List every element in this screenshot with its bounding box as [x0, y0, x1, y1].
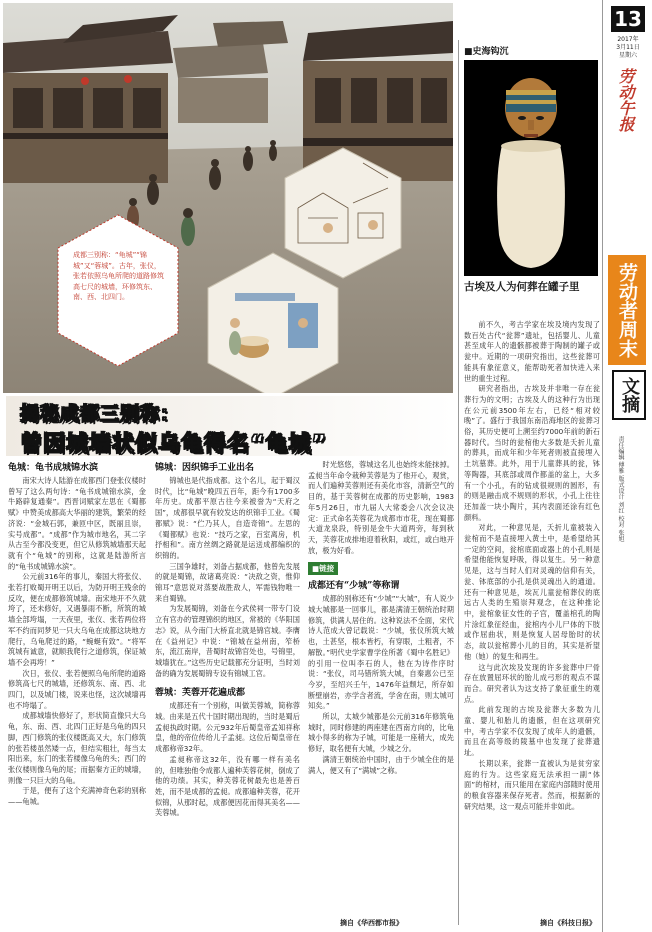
paragraph: 成都还有一个别称，叫做芙蓉城，简称蓉城。由来是五代十国时期出现的，当时是蜀后孟昶执政时期。公元932年后蜀皇帝孟知祥称皇，他的帝位传给儿子孟昶。这位后蜀皇帝在成都称帝32年。: [155, 701, 300, 754]
paragraph: 成都的别称还有“少城”“大城”，有人说少城大城都是一回事儿，都是满清王朝统治时期修筑，供满人居住的。这种说法不全面，宋代诗人范成大曾记载说：“少城，张仪所筑大城也，土甚坚，根本皆朽，有穿眼，土粗者，不解散。”明代史学家曹学佺所著《蜀中名胜记》的引用一位叫李石的人，他在为诗作序时说：“张仪，司马错所筑大城，自秦惠公已至今岁，至绍兴壬午，1476年益颓圮，所存如断壁崩岩，亦学含者流，学舍在南，则太城可知矣。”: [308, 594, 454, 711]
headline-block: [6, 396, 454, 456]
masthead-logo: 劳动午报: [616, 68, 635, 132]
side-article-source: 摘自《科技日报》: [540, 919, 596, 927]
section-heading-jincheng: 锦城：因织锦手工业出名: [155, 463, 255, 473]
hero-illustration: [3, 3, 453, 393]
headline-main: 曾因城墙状似乌龟得名“龟城”: [20, 432, 327, 457]
date-year: 2017年: [617, 36, 639, 43]
date-day: 3月11日: [616, 44, 640, 51]
headline-kicker: 揭秘成都三别称：: [20, 403, 181, 425]
paragraph: 为发展蜀锦，刘备在今武侯祠一带专门设立有官办的管理锦织的地区，常被的《华阳国志》说，从今南门大桥直北就是锦官城。李膺在《益州记》中说：“锦城在益州南，笮桥东，流江南岸，昔蜀时故锦官处也，号锦里，城墙犹在。”这些历史记载都充分证明，当时刘备的确为发展蜀锦专设有锦城工官。: [155, 604, 300, 678]
main-article-source: 摘自《华西都市报》: [340, 919, 403, 927]
paragraph: 南宋大诗人陆游在成都西门登张仪楼时曾写了这么两句诗：“龟书成城锦水滨，金牛路辟复通秦”。西晋词赋家左思在《蜀都赋》中赞美成都高大华丽的建筑，繁荣的经济说：“金城石郭，兼匝中区，既丽且崇，实号成都”。“成都”作为城市地名，其二字从古至今都没变更，但它从修筑城墙那天起就有个“龟城”的别称，这就是陆游所言的“龟书成城锦水滨”。: [8, 476, 146, 571]
paragraph: 次日，张仪、张若便照乌龟所爬的道路修筑高七尺的城墙，还修筑东、南、西、北四门，以及城门楼，说来也怪，这次城墙再也不垮塌了。: [8, 668, 146, 710]
canopic-jar-photo: [464, 60, 598, 276]
section-body-rongcheng: [155, 701, 300, 819]
editor-credits: 责任编辑 傅雅 版式设计 刘红 校对 张旭: [617, 436, 624, 542]
page-number: 13: [611, 6, 645, 32]
old-chengdu-street-scene: [3, 3, 453, 393]
paragraph: 所以，太城少城都是公元前316年修筑龟城时，同时修建的两座建在西南方向的，比龟城小得多的称为子城，可能是一座稍大，成先修好，取名便有大城，少城之分。: [308, 712, 454, 754]
main-col-2: [155, 460, 300, 920]
section-body-guicheng: [8, 476, 146, 808]
link-tag: [308, 562, 338, 575]
issue-date: [606, 36, 650, 60]
paragraph: 时光悠悠，蓉城这名儿也始终未能抹掉。孟昶当年命令栽种芙蓉是为了他开心，观赏，而人们遍种芙蓉则还有美化市容，清新空气的目的，基于芙蓉树在成都的历史影响，1983年5月26日，市九届人大常委会八次会议决定：正式命名芙蓉花为成都市市花，现在蜀都大道龙泉段，特别是金牛大道两旁，每到秋天，芙蓉花成排地迎着秋阳，或红，或白地开放，极为好看。: [308, 460, 454, 555]
section-heading-shaocheng: 成都还有“少城”等称谓: [308, 581, 400, 592]
paragraph: 此前发现的古埃及瓮葬大多数为儿童、婴儿和胎儿的遗骸，但在这项研究中，考古学家不仅发现了成年人的遗骸，而且在高等级的陵墓中也发现了瓮葬遗址。: [464, 705, 600, 758]
section-heading-rongcheng: 蓉城：芙蓉开花遍成都: [155, 688, 246, 699]
paragraph: 三国争雄时，刘备占据成都，他曾先发展的就是蜀锦，故诸葛亮说：“决敌之资，惟仰锦耳”意思说对蒸要战胜敌人，军需钱物唯一来自蜀锦。: [155, 561, 300, 603]
main-col-3: [308, 460, 454, 922]
paragraph: 前不久，考古学家在埃及境内发现了数百处古代“瓮葬”遗址，包括婴儿、儿童甚至成年人的遗骸都被葬于陶制的罐子或瓮中。近期的一项研究指出，这些瓮葬可能具有象征意义，能帮助死者加快进入来世的重生过程。: [464, 320, 600, 383]
column-divider: [458, 40, 459, 925]
side-article-body: [464, 320, 600, 912]
link-tag-label: 链接: [319, 564, 335, 574]
section-name: 文摘: [612, 370, 646, 420]
section-heading-guicheng: 龟城：龟书成城锦水滨: [8, 463, 99, 473]
paragraph: 满清王朝统治中国时，由于少城全住的是满人，便又有了“满城”之称。: [308, 754, 454, 775]
column-name: 劳动者周末: [608, 255, 646, 365]
column-divider: [602, 0, 603, 932]
side-headline: 古埃及人为何葬在罐子里: [464, 281, 580, 293]
paragraph: 于是，便有了这个充满神奇色彩的别称——龟城。: [8, 786, 146, 807]
section-body-jincheng: [155, 476, 300, 679]
link-tag-icon: ■: [312, 564, 320, 574]
paragraph: 这与此次埃及发现的许多瓮葬中尸骨存在放置屈环状的胎儿成弓形的观点不谋而合。研究者认为这支持了象征重生的观点。: [464, 662, 600, 704]
side-column-label: ■史海钩沉: [464, 47, 509, 57]
hero-caption: 成都三别称：“龟城”“锦城”又“蓉城”。古年，张仪，张若依照乌龟所爬的道路修筑高七尺的城墙，环修筑东、南、西、北四门。: [73, 251, 164, 301]
date-weekday: 星期六: [618, 52, 637, 59]
paragraph: 锦城也是代指成都。这个名儿，起于蜀汉时代，比“龟城”晚四五百年，距今有1700多年历史。成都平原古往今来被誉为“天府之国”，成都很早就有较发达的织锦手工业。《蜀都赋》说：“伫乃其人，自造奇锦”。左思的《蜀都赋》也说：“技巧之家，百室离房，机抒相和”。南方丝绸之路就是运送成都编织的织锦的。: [155, 476, 300, 560]
canopic-jar-image: [464, 60, 598, 276]
main-col-1: [8, 460, 146, 920]
section-body-shaocheng: [308, 594, 454, 776]
paragraph: 公元前316年的事儿，秦国大将张仪、张若打败蜀开明王以后，为防开明王残余的反攻，便在成都修筑城墙。南宋地开不久就垮了，还未修好，又遇暴雨不断，所筑的城墙全部垮塌，一天夜里，张仪、张若两位将军不约而同梦见一只大乌龟在成都这块地方爬行，乌龟爬过的路，“蜿蜒有致”。“将军筑城有诚意，就顺我爬行之道修筑，保证城墙不会再垮！”: [8, 572, 146, 667]
paragraph: 成都城墙快修好了，形状简直像只大乌龟，东、南、西、北四门正好是乌龟的四只脚，西门修筑的张仪楼既高又大，东门修筑的张若楼虽然矮一点，但结实粗壮，每当太阳出来，东门的张若楼像乌龟的头；西门的张仪楼则像乌龟的尾；而据秦方正的城墙，则像一只巨大的乌龟。: [8, 711, 146, 785]
paragraph: 孟昶称帝这32年，没有哪一样有美名的，但唯独他令成都人遍种芙蓉花树，倒成了他的功绩。其实，种芙蓉花树最先也是善百姓，而不是成都的孟昶。成都遍种芙蓉，花开似锦，从那时起，成都便因花而得其美名——芙蓉城。: [155, 754, 300, 818]
paragraph: 研究者指出，古埃及并非唯一存在瓮葬行为的文明；古埃及人的这种行为出现在公元前3500年左右，已经“相对较晚”了。盛行于我国东南沿海地区的瓮葬习俗，其历史便可上溯至约7000年前的新石器时代。当时的瓮棺他大多数是夭折儿童的葬具，而成年和少年死者则被直接埋入土坑墓葬。此外，用于儿童葬具的瓮，钵等陶器，其底部或周作都盖的盆上，大多有一个小孔，有的钻成很规则的圆形，有的则是融击成不规则的形状，小孔上往往还加盖一块小陶片，其内表面还涂有红色颜料。: [464, 384, 600, 522]
paragraph: 对此，一种意见是，夭折儿童被装入瓮棺而不是直接埋入黄土中，是希望给其一定的空间，瓮棺底面或器上的小孔则是希望他能恢复呼吸，得以复生。另一种意见是，这与当时人们对灵魂的信仰有关，瓮、钵底部的小孔是供灵魂出入的通道。还有一种意见是，埃瓦儿童瓮棺葬仪的底远古人类的生殖崇拜观念，在这种推论中，瓮棺象征女性的子宫，覆盖棺孔的陶片涂红象征经血，瓮棺内小儿尸体的下肢或作屈曲状，则是恢复人居母胎时的状态，故以瓮棺葬小儿的目的，其实是祈望他（她）的复生和再生。: [464, 523, 600, 661]
paragraph: 长期以来，瓮葬一直被认为是贫穷家庭的行为。这些家庭无法承担一副“体面”的棺材，而只能用在家庭内部随时使用的粮食容器来保存死者。然而，根据新的研究结果，这一观点可能并非如此。: [464, 758, 600, 811]
section-body-rongcheng-cont: [308, 460, 454, 556]
